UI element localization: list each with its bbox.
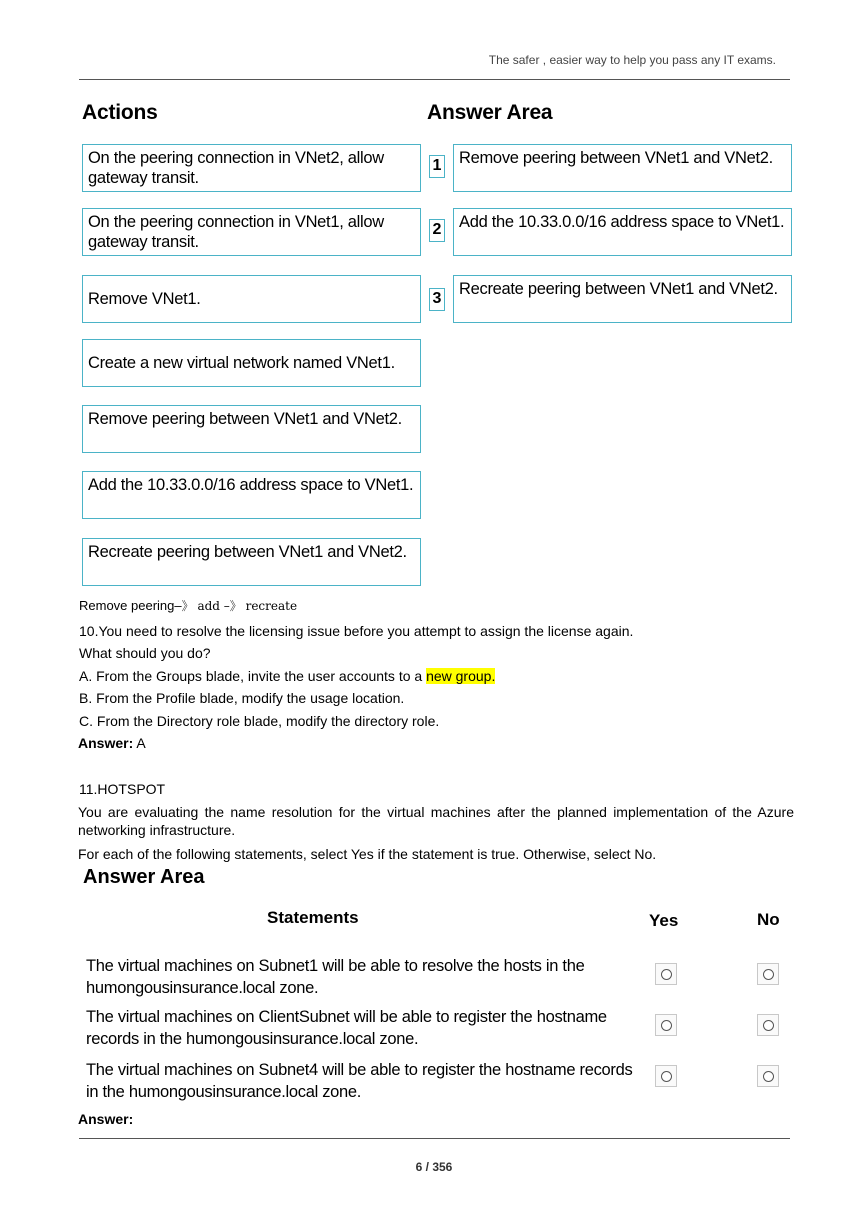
q10-prompt: What should you do? [79, 645, 211, 661]
q11-answer-label: Answer: [78, 1111, 134, 1127]
action-item[interactable]: On the peering connection in VNet1, allow gateway transit. [82, 208, 421, 256]
radio-circle-icon [763, 1071, 774, 1082]
q10-answer [78, 735, 146, 752]
col-no: No [757, 910, 780, 929]
action-item[interactable]: On the peering connection in VNet2, allow gateway transit. [82, 144, 421, 192]
step-number: 1 [429, 155, 445, 178]
q10-option-a-text: A. From the Groups blade, invite the user accounts to a [79, 668, 427, 684]
header-divider [79, 79, 790, 80]
radio-circle-icon [763, 969, 774, 980]
action-item[interactable]: Recreate peering between VNet1 and VNet2. [82, 538, 421, 586]
q10-option-c: C. From the Directory role blade, modify the directory role. [79, 713, 440, 729]
footer-divider [79, 1138, 790, 1139]
q11-intro: You are evaluating the name resolution for the virtual machines after the planned implementation of the Azure networking infrastructure. [78, 804, 794, 838]
statement-row-2: The virtual machines on ClientSubnet will be able to register the hostname records in the humongousinsurance.local zone. [86, 1008, 607, 1048]
action-item[interactable]: Add the 10.33.0.0/16 address space to VNet1. [82, 471, 421, 519]
step-number: 2 [429, 219, 445, 242]
q10-option-a [79, 668, 495, 685]
no-radio-1[interactable] [757, 963, 779, 985]
q11-instruction: For each of the following statements, select Yes if the statement is true. Otherwise, select No. [78, 846, 657, 862]
step-number: 3 [429, 288, 445, 311]
statement-row-1: The virtual machines on Subnet1 will be able to resolve the hosts in the humongousinsurance.local zone. [86, 957, 585, 997]
note-rest: 》 add –》 recreate [181, 599, 298, 613]
col-statements: Statements [267, 908, 359, 927]
action-item[interactable]: Remove peering between VNet1 and VNet2. [82, 405, 421, 453]
q10-option-b: B. From the Profile blade, modify the usage location. [79, 690, 405, 706]
page-number: 6 / 356 [415, 1160, 453, 1174]
yes-radio-3[interactable] [655, 1065, 677, 1087]
q10-answer-label: Answer: [78, 735, 134, 751]
statement-row-3: The virtual machines on Subnet4 will be able to register the hostname records in the humongousinsurance.local zone. [86, 1061, 633, 1101]
no-radio-3[interactable] [757, 1065, 779, 1087]
q10-stem: 10.You need to resolve the licensing issue before you attempt to assign the license again. [79, 623, 634, 639]
radio-circle-icon [763, 1020, 774, 1031]
col-yes: Yes [649, 911, 679, 930]
radio-circle-icon [661, 1071, 672, 1082]
answer-area-title: Answer Area [427, 101, 553, 124]
answer-slot[interactable]: Add the 10.33.0.0/16 address space to VNet1. [453, 208, 792, 256]
actions-title: Actions [82, 101, 158, 124]
answer-note [79, 597, 297, 614]
action-item[interactable]: Remove VNet1. [82, 275, 421, 323]
q10-option-a-highlight: new group. [426, 668, 496, 684]
answer-slot[interactable]: Remove peering between VNet1 and VNet2. [453, 144, 792, 192]
answer-slot[interactable]: Recreate peering between VNet1 and VNet2. [453, 275, 792, 323]
yes-radio-1[interactable] [655, 963, 677, 985]
no-radio-2[interactable] [757, 1014, 779, 1036]
q10-answer-value: A [133, 735, 146, 751]
action-item[interactable]: Create a new virtual network named VNet1. [82, 339, 421, 387]
yes-radio-2[interactable] [655, 1014, 677, 1036]
radio-circle-icon [661, 1020, 672, 1031]
q11-title: 11.HOTSPOT [79, 781, 166, 797]
header-tagline: The safer , easier way to help you pass any IT exams. [488, 53, 776, 67]
radio-circle-icon [661, 969, 672, 980]
note-lead: Remove peering– [79, 598, 182, 613]
q11-answer-area-title: Answer Area [83, 866, 205, 888]
